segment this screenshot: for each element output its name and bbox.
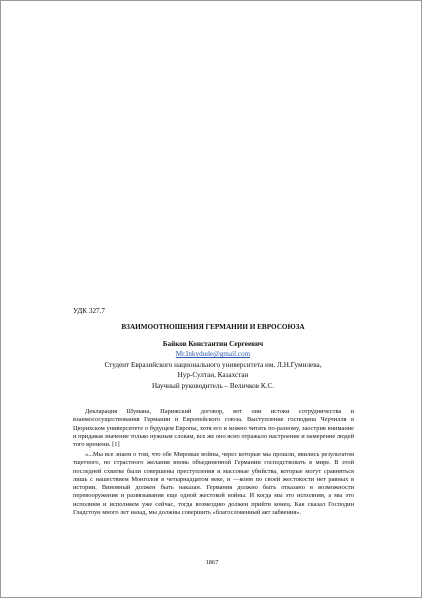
udk-code: УДК 327.7 xyxy=(73,307,106,315)
author-affiliation: Студент Евразийского национального университета им. Л.Н.Гумилева, xyxy=(104,360,322,369)
author-block xyxy=(61,339,365,391)
supervisor: Научный руководитель – Величков К.С. xyxy=(151,381,275,390)
article-body xyxy=(73,408,354,519)
page-number: 1867 xyxy=(205,559,219,566)
author-name: Байков Константин Сергеевич xyxy=(162,340,264,348)
paragraph: «...Мы все знаем о том, что обе Мировые войны, через которые мы прошли, явились результатом тщетного, но страстного желания вновь объединенной Германии господствовать в мире. В этой последней схватке были совершены преступления и массовые убийства, которые могут сравниться лишь с нашествием Монголов в четырнадцатом веке, и —коим по своей жестокости нет равных в истории. Виновный должен быть наказан. Германия должно быть отказано в возможности перевооружения и развязывания еще одной жестокой войны. И когда мы это исполним, а мы это исполним и исполняем уже сейчас, тогда возмездию должен прийти конец. Как сказал Господин Гладстоун много лет назад, мы должны совершить «благословенный акт забвения». xyxy=(73,450,354,517)
author-email-link[interactable]: Mr.Inkydude@gmail.com xyxy=(175,350,251,359)
article-title: ВЗАИМООТНОШЕНИЯ ГЕРМАНИИ И ЕВРОСОЮЗА xyxy=(121,323,305,331)
author-location: Нур-Султан, Казахстан xyxy=(177,371,249,380)
paragraph: Декларация Шумана, Парижский договор, вот они истоки сотрудничества и взаимососуществования Германии и Европейского союза. Выступление господина Черчилля в Цюрихском университете о будущем Европы, хотя его и можно читать по-разному, заострив внимание и придавая значение только нужным словам, все же оно ясно отражало настроение и намерение людей того времени. [1] xyxy=(73,408,354,449)
